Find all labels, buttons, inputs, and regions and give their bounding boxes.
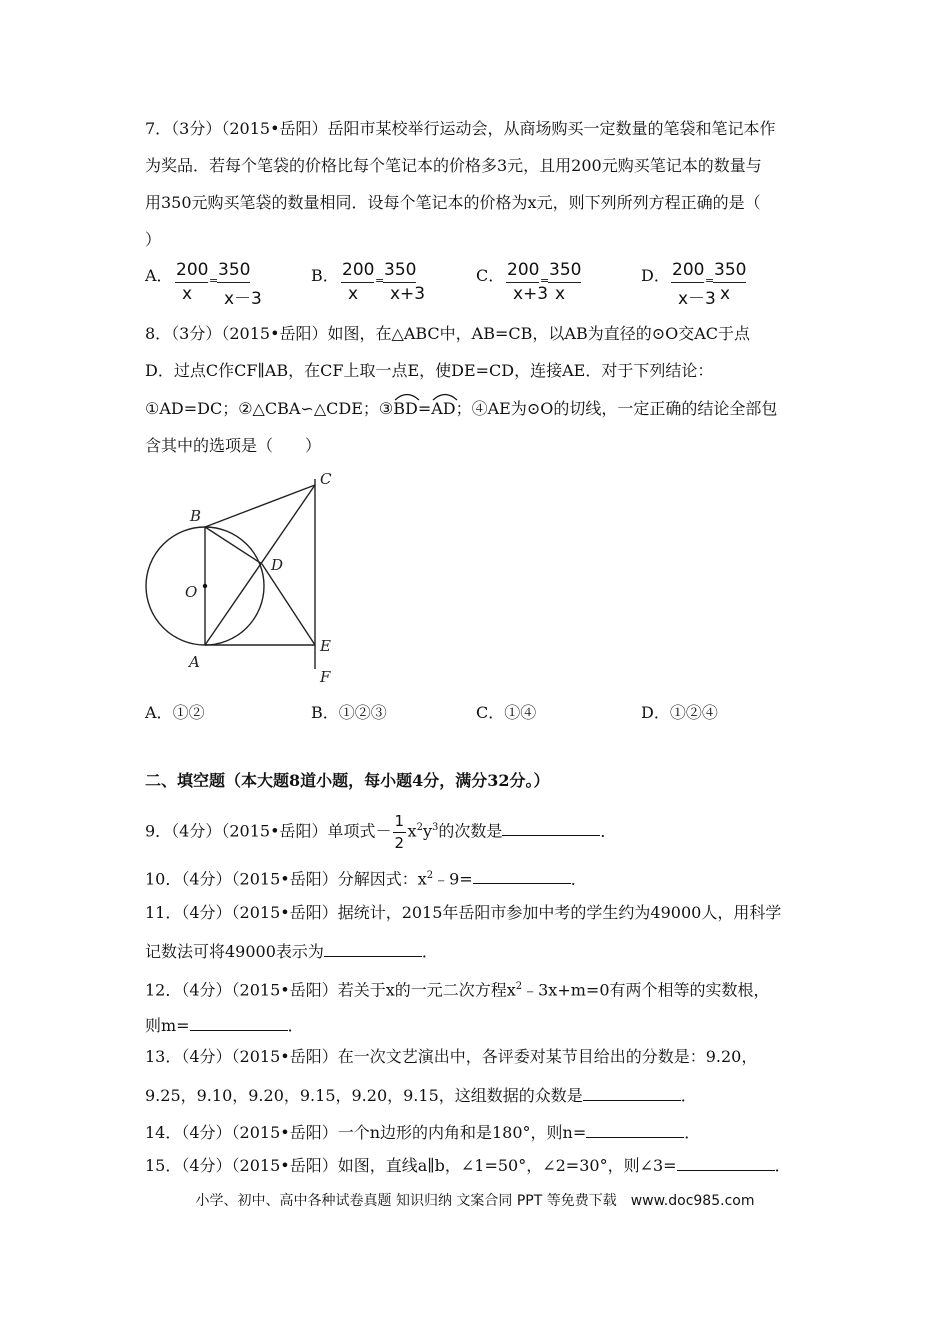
- q11-line-2: [145, 940, 438, 962]
- q10-answer-blank[interactable]: [473, 867, 571, 884]
- q8-option-b-text: ①②③: [338, 703, 387, 722]
- equals-sign: =: [705, 274, 715, 287]
- q8-line-3: [145, 399, 777, 419]
- q12-suffix: ﹣3x+m=0有两个相等的实数根，: [522, 980, 770, 1000]
- q8-line-4: 含其中的选项是（ ）: [145, 436, 322, 455]
- q11-end: ．: [421, 942, 438, 961]
- q9-exp-y: 3: [431, 822, 439, 833]
- q12-end: ．: [287, 1016, 304, 1035]
- label-o: O: [185, 583, 198, 601]
- q8-option-b-label: B．: [311, 703, 339, 722]
- section-heading: 二、填空题（本大题8道小题，每小题4分，满分32分。）: [145, 771, 550, 790]
- q10-prefix: 10．（4分）（2015•岳阳）分解因式：x: [145, 869, 427, 889]
- q7-option-d-label: D．: [641, 266, 670, 285]
- q8-line-1: 8．（3分）（2015•岳阳）如图，在△ABC中，AB=CB，以AB为直径的⊙O交AC于点: [145, 324, 751, 343]
- fraction-bar: [671, 282, 704, 283]
- q7-option-a-label: A．: [145, 266, 173, 285]
- fraction-denominator: x: [348, 284, 359, 304]
- q7-option-b-label: B．: [311, 266, 339, 285]
- fraction-bar: [217, 282, 250, 283]
- q8-option-a-text: ①②: [172, 703, 205, 722]
- arc-bd: [393, 399, 418, 419]
- q8-option-d-text: ①②④: [669, 703, 718, 722]
- q12-prefix: 12．（4分）（2015•岳阳）若关于x的一元二次方程x: [145, 980, 516, 1000]
- label-f: F: [320, 668, 331, 686]
- fraction-numerator: 350: [549, 260, 582, 280]
- fraction-bar: [175, 282, 208, 283]
- q13-line-2-text: 9.25，9.10，9.20，9.15，9.20，9.15，这组数据的众数是: [145, 1086, 583, 1105]
- q12-line-1: [145, 977, 770, 1000]
- q9-end: ．: [600, 821, 617, 841]
- q9-var-y: y: [422, 821, 432, 841]
- segment-bd: [205, 527, 262, 564]
- equals-sign: =: [540, 274, 550, 287]
- q9-fraction: [392, 811, 408, 852]
- q8-line-3-end: ；④AE为⊙O的切线，一定正确的结论全部包: [455, 399, 778, 418]
- q13-end: ．: [680, 1086, 697, 1105]
- arc-ad: [431, 399, 455, 419]
- q10-exp: 2: [426, 870, 434, 881]
- label-e: E: [320, 637, 331, 655]
- label-c: C: [320, 470, 332, 488]
- fraction-bar: [548, 282, 581, 283]
- q9-line: [145, 811, 617, 852]
- q9-suffix: 的次数是: [438, 821, 503, 841]
- q8-line-2: D．过点C作CF∥AB，在CF上取一点E，使DE=CD，连接AE．对于下列结论：: [145, 361, 714, 380]
- q9-answer-blank[interactable]: [502, 819, 600, 836]
- arc-ad-label: AD: [431, 399, 456, 418]
- q8-option-c: [476, 703, 536, 723]
- q12-line-2-text: 则m=: [145, 1016, 190, 1035]
- q12-exp: 2: [515, 981, 523, 992]
- fraction-numerator: 200: [672, 260, 705, 280]
- fraction-denominator: x: [182, 284, 193, 304]
- fraction-bar: [341, 282, 374, 283]
- q15-text: 15．（4分）（2015•岳阳）如图，直线a∥b，∠1=50°，∠2=30°，则∠3=: [145, 1156, 677, 1175]
- fraction-numerator: 200: [507, 260, 540, 280]
- equals-sign: =: [209, 274, 219, 287]
- q15-answer-blank[interactable]: [677, 1154, 775, 1171]
- label-a: A: [189, 653, 200, 671]
- q14-text: 14．（4分）（2015•岳阳）一个n边形的内角和是180°，则n=: [145, 1123, 587, 1142]
- q14-line: [145, 1121, 700, 1143]
- q13-line-2: [145, 1084, 697, 1106]
- q9-prefix: 9．（4分）（2015•岳阳）单项式－: [145, 821, 392, 841]
- label-b: B: [190, 507, 202, 525]
- page-footer: 小学、初中、高中各种试卷真题 知识归纳 文案合同 PPT 等免费下载 www.doc985.com: [195, 1193, 755, 1209]
- q11-line-1: 11．（4分）（2015•岳阳）据统计，2015年岳阳市参加中考的学生约为49000人，用科学: [145, 903, 782, 922]
- fraction-numerator: 350: [714, 260, 747, 280]
- q8-line-3-start: ①AD=DC；②△CBA∽△CDE；③: [145, 399, 394, 418]
- q14-answer-blank[interactable]: [586, 1121, 684, 1138]
- q10-line: [145, 866, 587, 889]
- fraction-numerator: 200: [342, 260, 375, 280]
- fraction-denominator: x－3: [678, 289, 716, 309]
- fraction-denominator: x: [720, 284, 731, 304]
- fraction-bar: [506, 282, 539, 283]
- label-d: D: [271, 556, 284, 574]
- arc-equals: =: [417, 399, 432, 418]
- q8-option-d: [641, 703, 718, 723]
- fraction-denominator: x－3: [224, 289, 262, 309]
- q11-answer-blank[interactable]: [324, 940, 422, 957]
- q8-option-c-label: C．: [476, 703, 505, 722]
- q10-end: ．: [570, 869, 587, 889]
- fraction-numerator: 350: [384, 260, 417, 280]
- q9-exp-x: 2: [416, 822, 423, 833]
- fraction-denominator: x: [555, 284, 566, 304]
- q13-answer-blank[interactable]: [583, 1084, 681, 1101]
- q8-option-a-label: A．: [145, 703, 173, 722]
- geometry-figure: [140, 465, 340, 695]
- q9-frac-den: 2: [394, 833, 405, 852]
- fraction-numerator: 200: [176, 260, 209, 280]
- q7-option-c-label: C．: [476, 266, 505, 285]
- segment-bc: [205, 485, 315, 527]
- q8-option-c-text: ①④: [504, 703, 537, 722]
- q15-end: ．: [774, 1156, 791, 1175]
- q7-line-2: 为奖品．若每个笔袋的价格比每个笔记本的价格多3元，且用200元购买笔记本的数量与: [145, 156, 762, 175]
- q10-suffix: ﹣9=: [433, 869, 473, 889]
- q9-var-x: x: [407, 821, 417, 841]
- q7-line-4: ）: [145, 230, 162, 249]
- equals-sign: =: [375, 274, 385, 287]
- q11-line-2-text: 记数法可将49000表示为: [145, 942, 324, 961]
- fraction-numerator: 350: [218, 260, 251, 280]
- fraction-bar: [713, 282, 746, 283]
- center-dot: [203, 584, 207, 588]
- arc-bd-label: BD: [393, 399, 418, 418]
- q7-line-3: 用350元购买笔袋的数量相同．设每个笔记本的价格为x元，则下列所列方程正确的是（: [145, 193, 761, 212]
- q7-line-1: 7．（3分）（2015•岳阳）岳阳市某校举行运动会，从商场购买一定数量的笔袋和笔记本作: [145, 119, 776, 138]
- q12-line-2: [145, 1014, 304, 1036]
- q15-line: [145, 1154, 791, 1176]
- q8-option-d-label: D．: [641, 703, 670, 722]
- q13-line-1: 13．（4分）（2015•岳阳）在一次文艺演出中，各评委对某节目给出的分数是：9.20，: [145, 1047, 758, 1066]
- q12-answer-blank[interactable]: [190, 1014, 288, 1031]
- q8-option-a: [145, 703, 205, 723]
- fraction-denominator: x+3: [513, 284, 549, 304]
- q9-frac-num: 1: [394, 811, 405, 830]
- q8-option-b: [311, 703, 387, 723]
- fraction-bar: [383, 282, 416, 283]
- fraction-denominator: x+3: [390, 284, 426, 304]
- q14-end: ．: [684, 1123, 701, 1142]
- segment-de: [262, 564, 315, 645]
